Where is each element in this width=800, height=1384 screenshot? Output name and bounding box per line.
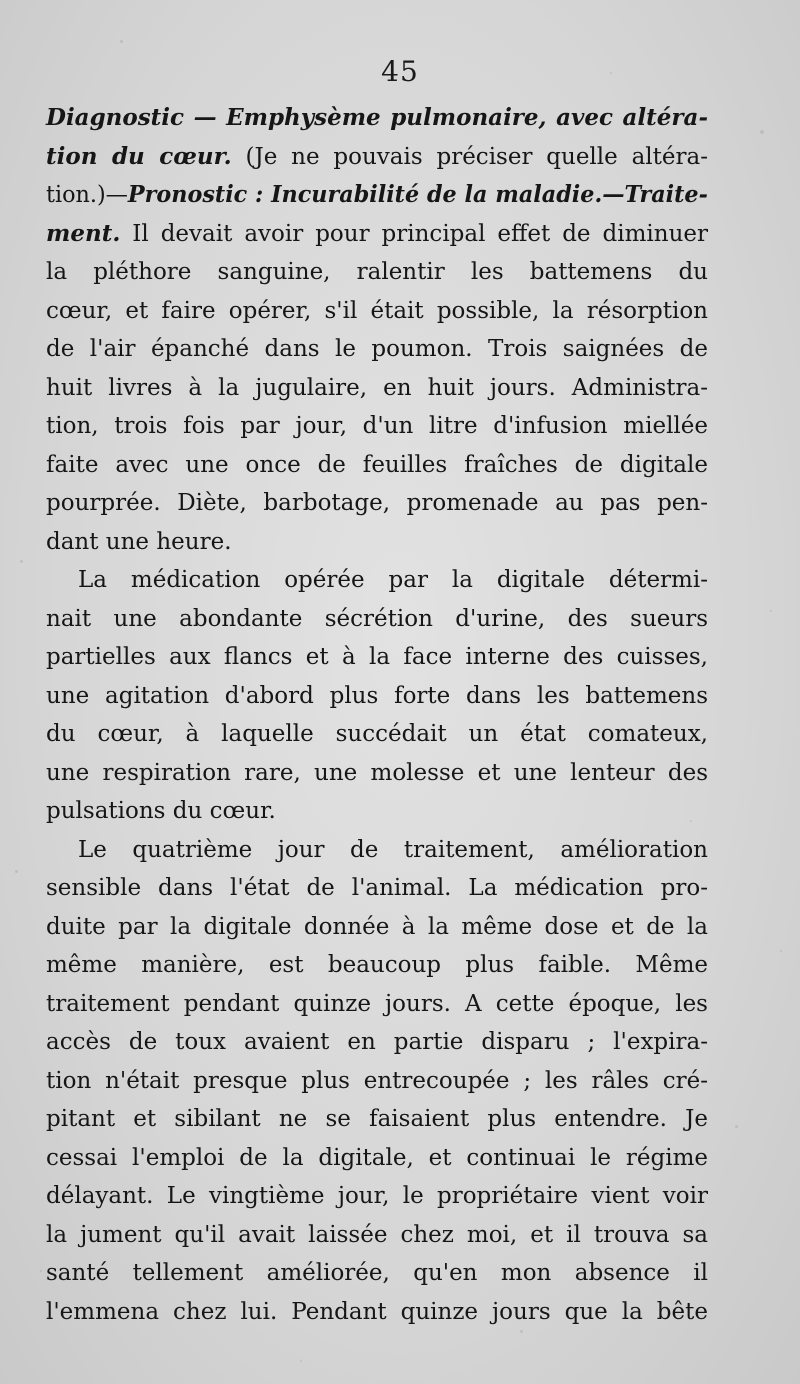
text-run: Le quatrième jour de traitement, amélioration — [78, 836, 708, 863]
text-run: (Je ne pouvais préciser quelle altéra- — [231, 143, 708, 170]
text-line — [46, 253, 708, 292]
text-run: huit livres à la jugulaire, en huit jours. Administra- — [46, 374, 708, 401]
text-line — [46, 1177, 708, 1216]
text-run: la pléthore sanguine, ralentir les battemens du — [46, 259, 708, 285]
paper-speck — [520, 1330, 523, 1333]
text-run: l'emmena chez lui. Pendant quinze jours que la bête — [46, 1298, 708, 1325]
text-run: la jument qu'il avait laissée chez moi, et il trouva sa — [46, 1221, 708, 1248]
text-run: La médication opérée par la digitale détermi- — [78, 567, 708, 593]
italic-text-run: tion du cœur. — [46, 142, 232, 170]
text-run: Il devait avoir pour principal effet de diminuer — [120, 220, 708, 247]
text-run: nait une abondante sécrétion d'urine, des sueurs — [46, 605, 708, 632]
paper-speck — [120, 40, 123, 43]
text-line — [46, 99, 708, 138]
text-run: délayant. Le vingtième jour, le propriétaire vient voir — [46, 1183, 708, 1209]
paper-speck — [770, 610, 772, 612]
paper-speck — [780, 950, 782, 952]
italic-text-run: Diagnostic — Emphysème pulmonaire, avec altéra- — [46, 104, 708, 131]
text-line — [46, 638, 708, 677]
text-run: cœur, et faire opérer, s'il était possible, la résorption — [46, 297, 708, 324]
text-line — [46, 523, 708, 562]
text-run: pourprée. Diète, barbotage, promenade au pas pen- — [46, 490, 708, 516]
text-line — [46, 215, 708, 254]
text-line — [46, 138, 708, 177]
text-run: tion.)— — [46, 182, 128, 208]
text-line — [46, 946, 708, 985]
text-run: faite avec une once de feuilles fraîches de digitale — [46, 451, 708, 478]
text-line — [46, 176, 708, 215]
text-line — [46, 407, 708, 446]
page-body-text — [46, 99, 708, 1331]
text-run: tion n'était presque plus entrecoupée ; les râles cré- — [46, 1067, 708, 1094]
paper-speck — [760, 130, 764, 134]
text-line — [46, 869, 708, 908]
paper-speck — [300, 1360, 302, 1362]
text-run: une agitation d'abord plus forte dans les battemens — [46, 682, 708, 709]
text-line — [46, 677, 708, 716]
paper-speck — [735, 1125, 738, 1128]
italic-text-run: Pronostic : Incurabilité de la maladie.—Traite- — [127, 181, 708, 208]
text-line — [46, 1293, 708, 1332]
text-run: santé tellement améliorée, qu'en mon absence il — [46, 1260, 708, 1286]
text-run: cessai l'emploi de la digitale, et continuai le régime — [46, 1144, 708, 1171]
text-line — [46, 446, 708, 485]
text-run: pitant et sibilant ne se faisaient plus entendre. Je — [46, 1106, 708, 1132]
text-line — [46, 831, 708, 870]
text-line — [46, 600, 708, 639]
text-run: duite par la digitale donnée à la même dose et de la — [46, 913, 708, 940]
text-line — [46, 292, 708, 331]
paper-speck — [20, 560, 23, 563]
text-run: dant une heure. — [46, 528, 232, 555]
text-line — [46, 792, 708, 831]
text-run: une respiration rare, une molesse et une lenteur des — [46, 759, 708, 786]
text-run: du cœur, à laquelle succédait un état comateux, — [46, 721, 708, 747]
page-number: 45 — [381, 55, 419, 88]
paper-speck — [610, 72, 612, 74]
text-run: traitement pendant quinze jours. A cette époque, les — [46, 990, 708, 1017]
text-run: même manière, est beaucoup plus faible. Même — [46, 952, 708, 978]
text-line — [46, 561, 708, 600]
paper-speck — [15, 870, 18, 873]
text-line — [46, 1216, 708, 1255]
text-line — [46, 1100, 708, 1139]
italic-text-run: ment. — [46, 219, 121, 247]
text-line — [46, 1139, 708, 1178]
text-line — [46, 1023, 708, 1062]
text-line — [46, 484, 708, 523]
text-line — [46, 1062, 708, 1101]
text-line — [46, 754, 708, 793]
text-line — [46, 369, 708, 408]
text-run: accès de toux avaient en partie disparu ; l'expira- — [46, 1029, 708, 1055]
text-line — [46, 985, 708, 1024]
text-run: sensible dans l'état de l'animal. La médication pro- — [46, 875, 708, 901]
text-line — [46, 330, 708, 369]
text-run: pulsations du cœur. — [46, 798, 276, 824]
text-line — [46, 715, 708, 754]
text-run: partielles aux flancs et à la face interne des cuisses, — [46, 644, 708, 670]
text-run: tion, trois fois par jour, d'un litre d'infusion miellée — [46, 413, 708, 439]
text-line — [46, 908, 708, 947]
paper-speck — [40, 1270, 42, 1272]
text-run: de l'air épanché dans le poumon. Trois saignées de — [46, 336, 708, 362]
paper-speck — [690, 820, 692, 822]
text-line — [46, 1254, 708, 1293]
